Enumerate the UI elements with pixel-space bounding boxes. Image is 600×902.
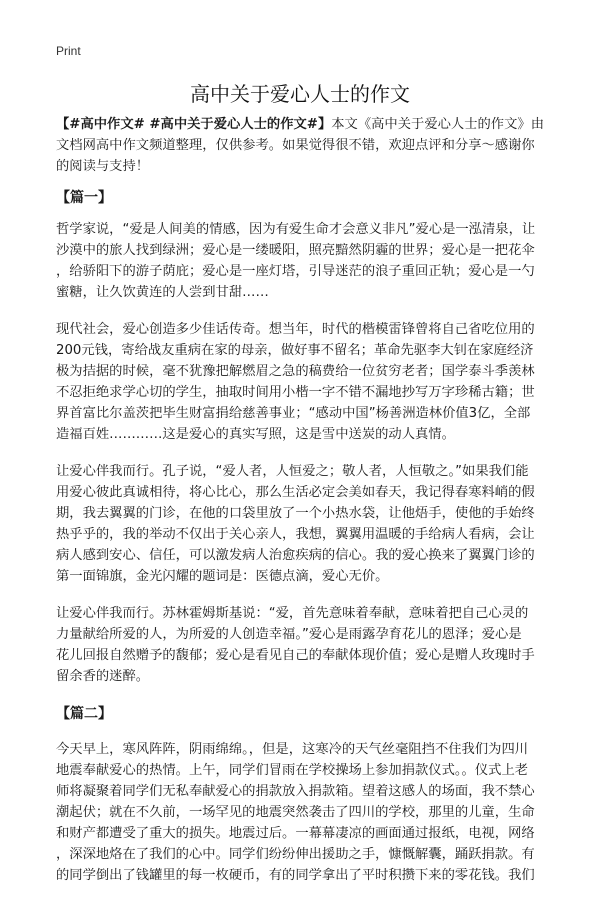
- paragraph-line: 师将凝聚着同学们无私奉献爱心的捐款放入捐款箱。望着这感人的场面，我不禁心: [56, 784, 535, 799]
- intro-line: 的阅读与支持！: [56, 159, 150, 174]
- sections: [56, 187, 546, 886]
- paragraph-line: 界首富比尔盖茨把毕生财富捐给慈善事业；“感动中国”杨善洲造林价值3亿，全部: [56, 406, 531, 421]
- intro-line: 【#高中作文# #高中关于爱心人士的作文#】本文《高中关于爱心人士的作文》由: [56, 117, 544, 132]
- paragraph: [56, 603, 546, 687]
- intro-line: 文档网高中作文频道整理，仅供参考。如果觉得很不错，欢迎点评和分享～感谢你: [56, 138, 535, 153]
- paragraph-line: ，给骄阳下的游子荫庇；爱心是一座灯塔，引导迷茫的浪子重回正轨；爱心是一勺: [56, 264, 535, 279]
- paragraph-line: 沙漠中的旅人找到绿洲；爱心是一缕暖阳，照亮黯然阴霾的世界；爱心是一把花伞: [56, 243, 535, 258]
- paragraph-line: 第一面锦旗，金光闪耀的题词是：医德点滴，爱心无价。: [56, 569, 389, 584]
- paragraph-line: 力量献给所爱的人，为所爱的人创造幸福。”爱心是雨露孕育花儿的恩泽；爱心是: [56, 627, 522, 642]
- intro-paragraph: [56, 114, 546, 177]
- paragraph-line: 让爱心伴我而行。苏林霍姆斯基说：“爱，首先意味着奉献，意味着把自己心灵的: [56, 606, 529, 621]
- intro-tags: 【#高中作文# #高中关于爱心人士的作文#】: [56, 117, 332, 132]
- paragraph-line: 的同学倒出了钱罐里的每一枚硬币，有的同学拿出了平时积攒下来的零花钱。我们: [56, 868, 535, 883]
- paragraph-line: 期，我去翼翼的门诊，在他的口袋里放了一个小热水袋，让他焐手，使他的手始终: [56, 506, 535, 521]
- paragraph-line: 蜜糖，让久饮黄连的人尝到甘甜……: [56, 285, 269, 300]
- paragraph-line: 不忍拒绝求学心切的学生，抽取时间用小楷一字不错不漏地抄写万字珍稀古籍；世: [56, 385, 535, 400]
- paragraph-line: 潮起伏；就在不久前，一场罕见的地震突然袭击了四川的学校，那里的儿童，生命: [56, 805, 535, 820]
- paragraph-line: 造福百姓…………这是爱心的真实写照，这是雪中送炭的动人真情。: [56, 427, 455, 442]
- section-heading: 【篇一】: [56, 190, 112, 206]
- paragraph-line: 热乎乎的，我的举动不仅出于关心亲人，我想，翼翼用温暖的手给病人看病，会让: [56, 527, 535, 542]
- page-title: 高中关于爱心人士的作文: [190, 82, 410, 106]
- paragraph: [56, 319, 546, 445]
- section-heading: 【篇二】: [56, 706, 112, 722]
- paragraph-line: 地震奉献爱心的热情。上午，同学们冒雨在学校操场上参加捐款仪式。。仪式上老: [56, 763, 529, 778]
- paragraph-line: 让爱心伴我而行。孔子说，“爱人者，人恒爱之；敬人者，人恒敬之。”如果我们能: [56, 464, 529, 479]
- paragraph-line: 今天早上，寒风阵阵，阴雨绵绵。，但是，这寒冷的天气丝毫阻挡不住我们为四川: [56, 742, 529, 757]
- paragraph-line: 病人感到安心、信任，可以激发病人治愈疾病的信心。我的爱心换来了翼翼门诊的: [56, 548, 535, 563]
- paragraph-line: 花儿回报自然赠予的馥郁；爱心是看见自己的奉献体现价值；爱心是赠人玫瑰时手: [56, 648, 535, 663]
- paragraph: [56, 739, 546, 886]
- print-link[interactable]: Print: [56, 44, 81, 58]
- article-body: [56, 114, 546, 902]
- paragraph: [56, 219, 546, 303]
- paragraph-line: 哲学家说，“爱是人间美的情感，因为有爱生命才会意义非凡”爱心是一泓清泉，让: [56, 222, 536, 237]
- paragraph-line: 留余香的迷醉。: [56, 669, 150, 684]
- paragraph: [56, 461, 546, 587]
- paragraph-line: 和财产都遭受了重大的损失。地震过后。一幕幕凄凉的画面通过报纸，电视，网络: [56, 826, 535, 841]
- paragraph-line: ，深深地烙在了我们的心中。同学们纷纷伸出援助之手，慷慨解囊，踊跃捐款。有: [56, 847, 535, 862]
- paragraph-line: 现代社会，爱心创造多少佳话传奇。想当年，时代的楷模雷锋曾将自己省吃位用的: [56, 322, 535, 337]
- paragraph-line: 200元钱，寄给战友重病在家的母亲，做好事不留名；革命先驱李大钊在家庭经济: [56, 343, 534, 358]
- paragraph-line: 用爱心彼此真诚相待，将心比心，那么生活必定会美如春天，我记得春寒料峭的假: [56, 485, 535, 500]
- paragraph-line: 极为拮据的时候，毫不犹豫把解燃眉之急的稿费给一位贫穷老者；国学泰斗季羡林: [56, 364, 535, 379]
